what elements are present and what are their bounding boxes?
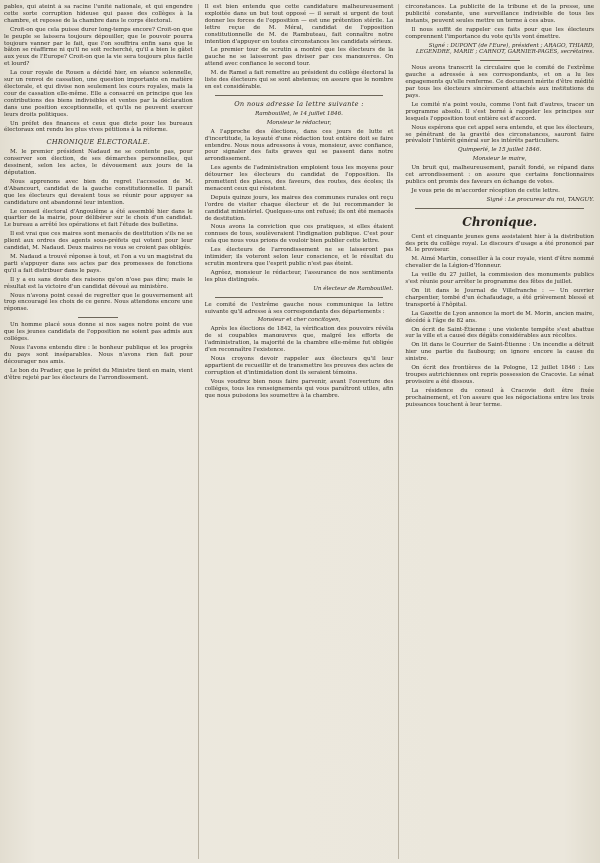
paragraph: Croit-on que cela puisse durer long-temps encore? Croit-on que le peuple se laissera toujours dépouiller, que le pouvoir pourra toujours vanner par le fait, que l'on souffrira enfin sans que le bâton se réaffirme ni qu'il ne soit recherché, qu'il a bien le gâtet aux yeux de l'Europe? Croit-on que la vie sera toujours plus facile et lourd?	[4, 26, 193, 68]
paragraph: Nous apprenons avec bien du regret l'accession de M. d'Abancourt, candidat de la gauche constitutionnelle. Il paraît que les électeurs qui devaient tous se réunir pour appuyer sa candidature ont abandonné leur intention.	[4, 178, 193, 206]
paragraph: Nous espérons que cet appel sera entendu, et que les électeurs, se pénétrant de la gravité des circonstances, sauront faire prévaloir l'intérêt général sur les intérêts particuliers.	[405, 124, 595, 145]
paragraph: Je vous prie de m'accorder réception de cette lettre.	[411, 187, 560, 194]
paragraph: M. Aimé Martin, conseiller à la cour royale, vient d'être nommé chevalier de la Légion-d'Honneur.	[405, 256, 595, 270]
section-heading: CHRONIQUE ÉLECTORALE.	[46, 138, 151, 147]
paragraph: A l'approche des élections, dans ces jours de lutte et d'incertitude, la loyauté d'une rédaction tout entière doit se faire entendre. Nous nous adressons à vous, monsieur, avec confiance, pour signaler des faits graves qui se passent dans notre arrondissement.	[204, 128, 394, 163]
salutation: Monsieur et cher concitoyen,	[257, 317, 341, 324]
paragraph: pables, qui ateint à sa racine l'unité nationale, et qui engendre cette sorte corruption hideuse qui passe des collèges à la chambre, et reposse de la chambre dans le corps électoral.	[4, 4, 193, 24]
paragraph: Il nous suffit de rappeler ces faits pour que les électeurs comprennent l'importance du vote qu'ils vont émettre.	[405, 26, 595, 40]
column-1	[4, 4, 199, 859]
divider	[215, 95, 384, 96]
paragraph: Un homme placé sous donne si nos sages notre point de vue que les jeunes candidats de l'opposition ne soient pas admis aux colléges.	[4, 322, 193, 343]
paragraph: Le conseil électoral d'Angoulême a été assemblé hier dans le quartier de la mairie, pour délibérer sur le choix d'un candidat. Le bureau a arrêté les opérations et fait l'étude des bulletins.	[4, 208, 193, 229]
paragraph: Nous l'avons entendu dire : le bonheur publique et les progrès du pays sont inséparables. Nous n'avons rien fait pour décourager nos amis.	[4, 344, 193, 365]
paragraph: M. de Ramel a fait remettre au président du collège électoral la liste des électeurs qui se sont abstenus; on assure que le nombre en est considérable.	[204, 70, 394, 90]
paragraph: On écrit des frontières de la Pologne, 12 juillet 1846 : Les troupes autrichiennes ont repris possession de Cracovie. Le sénat provisoire a été dissous.	[405, 365, 595, 385]
paragraph: circonstances. La publicité de la tribune et de la presse, une publicité constante, une surveillance indivisible de tous les instants, peuvent seules mettre un terme à ces abus.	[405, 4, 595, 24]
divider	[215, 297, 384, 298]
paragraph: Agréez, monsieur le rédacteur, l'assurance de nos sentiments les plus distingués.	[204, 269, 394, 283]
paragraph: Il est bien entendu que cette candidature malheureusement exploitée dans un but tout opposé — il serait si urgent de tout donner les forces de l'opposition — est une prétention stérile. La lettre reçue de M. Méral, candidat de l'opposition constitutionnelle de M. de Rambuteau, fait connaître notre intention d'appuyer en toutes circonstances les candidats sérieux.	[204, 4, 394, 45]
paragraph: M. le premier président Nadaud ne se contente pas, pour conserver son élection, de ses démarches personnelles, qui dessinent, selon les actes, le dévouement aux jours de la députation.	[4, 149, 193, 177]
signature: Un électeur de Rambouillet.	[313, 285, 394, 292]
dateline: Quimperlé, le 15 juillet 1846.	[458, 147, 542, 154]
paragraph: Les électeurs de l'arrondissement ne se laisseront pas intimider; ils voteront selon leur conscience, et le résultat du scrutin montrera que l'esprit public n'est pas éteint.	[204, 247, 394, 267]
divider	[415, 208, 584, 209]
paragraph: Depuis quinze jours, les maires des communes rurales ont reçu l'ordre de visiter chaque électeur et de lui recommander le candidat ministériel. Quelques-uns ont refusé; ils ont été menacés de destitution.	[204, 194, 394, 222]
paragraph: M. Nadaud a trouvé réponse à tout, et l'on a vu un magistrat du parti s'appuyer dans ses actes par des promesses de fonctions qu'il a fait distribuer dans le pays.	[4, 254, 193, 274]
paragraph: Nous n'avons point cessé de regretter que le gouvernement ait trop encouragé les choix de ce genre. Nous attendons encore une réponse.	[4, 292, 193, 313]
paragraph: La Gazette de Lyon annonce la mort de M. Morin, ancien maire, décédé à l'âge de 82 ans.	[405, 310, 595, 324]
paragraph: Le premier tour de scrutin a montré que les électeurs de la gauche ne se laisseront pas diviser par ces manœuvres. On attend avec confiance le second tour.	[204, 47, 394, 68]
divider	[78, 317, 118, 318]
paragraph: Le bon du Pradier, que le préfet du Ministre tient en main, vient d'être rejeté par les électeurs de l'arrondissement.	[4, 367, 193, 381]
paragraph: On lit dans le Courrier de Saint-Étienne : Un incendie a détruit hier une partie du faubourg; on ignore encore la cause du sinistre.	[405, 342, 595, 363]
divider	[480, 60, 520, 61]
paragraph: La cour royale de Rouen a décidé hier, en séance solennelle, sur un renvoi de cassation, une question importante en matière électorale, et qui divise non seulement les cours royales, mais la cour de cassation elle-même. Elle a consacré en principe que les contributions des biens indivisibles et ventes par la déclaration dans une position exceptionnelle, et qu'ils ne peuvent exercer leurs droits politiques.	[4, 70, 193, 118]
article-columns	[4, 4, 594, 859]
paragraph: Il y a eu sans doute des raisons qu'on n'ose pas dire; mais le résultat est la victoire d'un candidat dévoué au ministère.	[4, 276, 193, 290]
paragraph: Les agents de l'administration emploient tous les moyens pour détourner les électeurs du candidat de l'opposition. Ils promettent des places, des faveurs, des routes, des écoles; ils menacent ceux qui résistent.	[204, 165, 394, 192]
paragraph: La veille du 27 juillet, la commission des monuments publics s'est réunie pour arrêter le programme des fêtes de juillet.	[405, 272, 595, 286]
paragraph: Après les élections de 1842, la vérification des pouvoirs révéla de si coupables manœuvres que, malgré les efforts de l'administration, la majorité de la chambre elle-même fut obligée d'en reconnaître l'existence.	[204, 326, 394, 354]
dateline: Rambouillet, le 14 juillet 1846.	[255, 110, 343, 117]
paragraph: Cent et cinquante jeunes gens assistaient hier à la distribution des prix du collège royal. Le discours d'usage a été prononcé par M. le proviseur.	[405, 233, 595, 254]
paragraph: Un préfet des finances et ceux que dicte pour les bureaux électoraux ont rendu les plus vives pétitions à la réforme.	[4, 120, 193, 134]
salutation: Monsieur le maire,	[472, 156, 527, 163]
paragraph: Nous avons transcrit la circulaire que le comité de l'extrême gauche a adressée à ses correspondants, et on a lu les engagements qu'elle renferme. Ce document mérite d'être médité par tous les électeurs sincèrement attachés aux institutions du pays.	[405, 65, 595, 99]
paragraph: La résidence du consul à Cracovie doit être fixée prochainement, et l'on assure que les négociations entre les trois puissances touchent à leur terme.	[405, 387, 595, 408]
chronique-heading: Chronique.	[462, 214, 538, 229]
paragraph: Il est vrai que ces maires sont menacés de destitution s'ils ne se plient aux ordres des agents sous-préfets qui votent pour leur candidat, M. Nadaud. Deux maires ne vous se croient pas obligés.	[4, 231, 193, 252]
section-intro: Le comité de l'extrême gauche nous communique la lettre suivante qu'il adresse à ses correspondants des départements :	[204, 301, 394, 315]
column-3	[405, 4, 594, 859]
paragraph: Nous croyons devoir rappeler aux électeurs qu'il leur appartient de recueillir et de transmettre les preuves des actes de corruption et d'intimidation dont ils seraient témoins.	[204, 355, 394, 376]
column-2	[205, 4, 400, 859]
paragraph: Nous avons la conviction que ces pratiques, si elles étaient connues de tous, soulèveraient l'indignation publique. C'est pour cela que nous vous prions de vouloir bien publier cette lettre.	[204, 224, 394, 245]
paragraph: On écrit de Saint-Étienne : une violente tempête s'est abattue sur la ville et a causé des dégâts considérables aux récoltes.	[405, 326, 595, 340]
signature: Signé : DUPONT (de l'Eure), président ; ARAGO, THIARD, LEGENDRE, MARIE ; CARNOT, GARNIER-PAGÈS, secrétaires.	[415, 42, 595, 56]
section-heading: On nous adresse la lettre suivante :	[234, 99, 364, 108]
paragraph: Vous voudrez bien nous faire parvenir, avant l'ouverture des colléges, tous les renseignements qui vous paraîtront utiles, afin que nous puissions les soumettre à la chambre.	[204, 378, 394, 399]
paragraph: Le comité n'a point voulu, comme l'ont fait d'autres, tracer un programme absolu. Il s'est borné à rappeler les principes sur lesquels l'opposition tout entière est d'accord.	[405, 101, 595, 122]
paragraph: Un bruit qui, malheureusement, paraît fondé, se répand dans cet arrondissement : on assure que certains fonctionnaires publics ont promis des faveurs en échange de votes.	[405, 165, 595, 185]
salutation: Monsieur le rédacteur,	[266, 119, 332, 126]
paragraph: On lit dans le Journal de Villefranche : — Un ouvrier charpentier, tombé d'un échafaudage, a été grièvement blessé et transporté à l'hôpital.	[405, 288, 595, 308]
signature: Signé : Le procureur du roi, TANGUY.	[486, 196, 595, 203]
